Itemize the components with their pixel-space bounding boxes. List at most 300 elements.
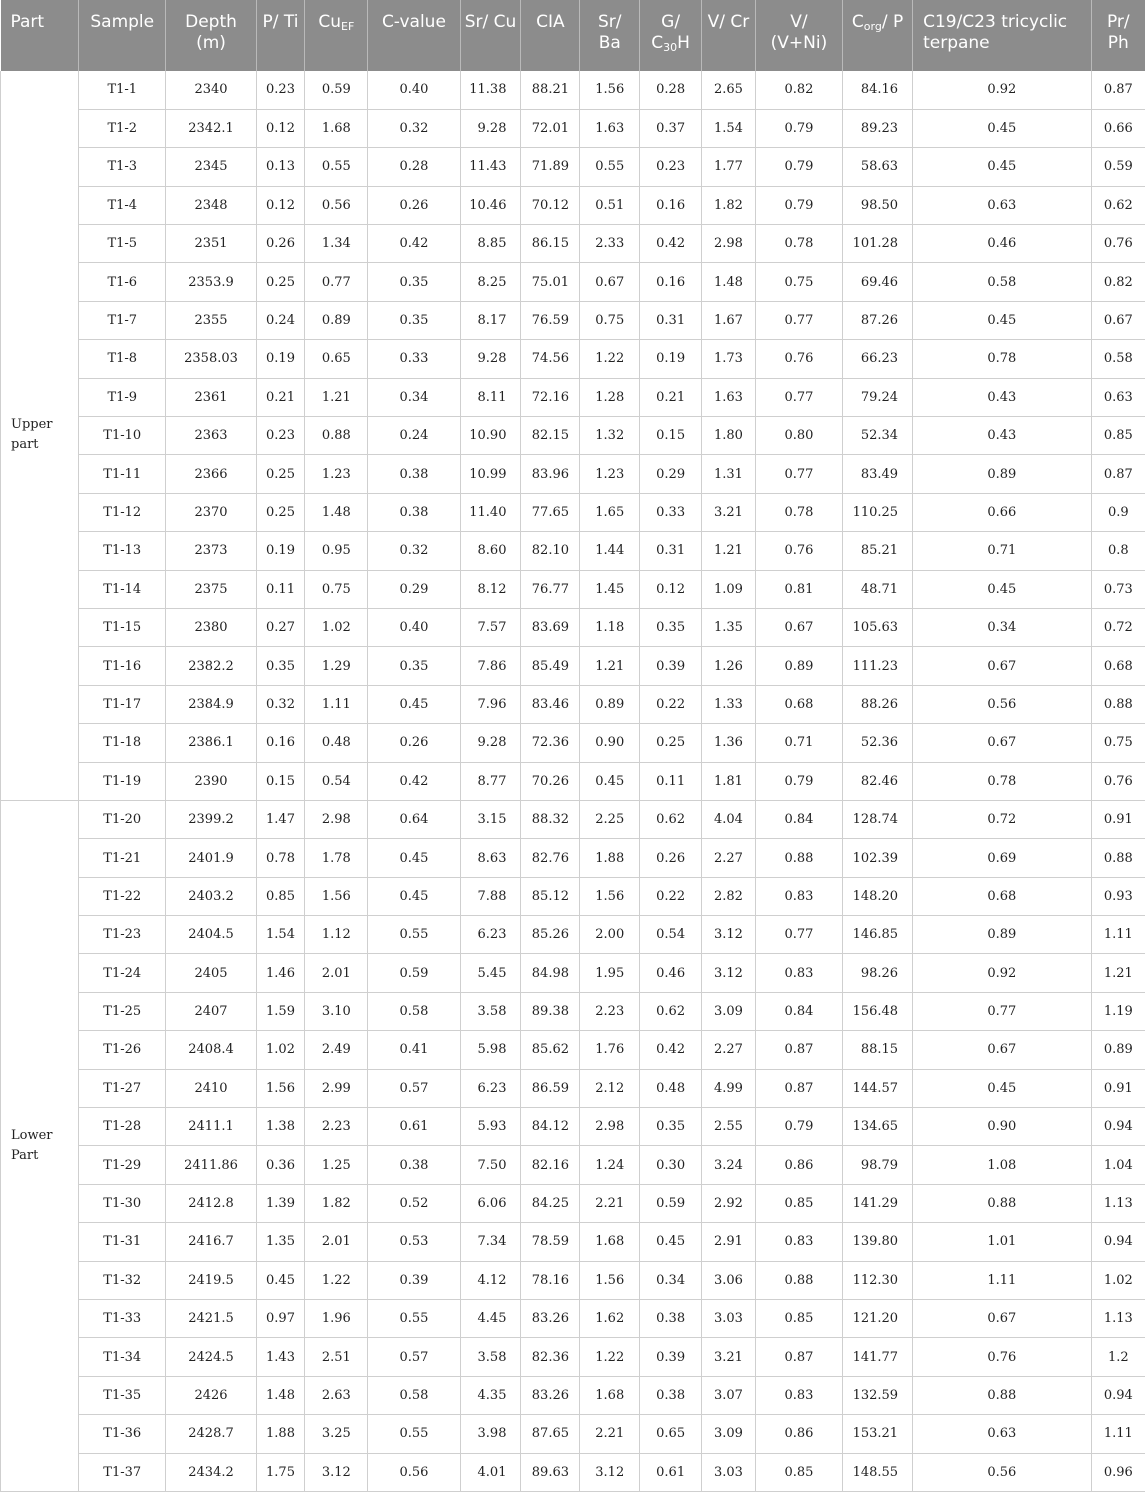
cell-pr-ph: 0.59 (1091, 148, 1145, 186)
cell-pr-ph: 0.72 (1091, 608, 1145, 646)
cell-depth: 2366 (166, 455, 256, 493)
cell-c-value: 0.32 (368, 109, 460, 147)
cell-v-cr: 1.80 (702, 417, 756, 455)
cell-sample: T1-8 (79, 340, 166, 378)
cell-pr-ph: 0.94 (1091, 1223, 1145, 1261)
cell-sr-cu: 3.58 (460, 992, 521, 1030)
cell-sample: T1-29 (79, 1146, 166, 1184)
cell-c-value: 0.34 (368, 378, 460, 416)
cell-g-c30h: 0.29 (640, 455, 702, 493)
cell-pr-ph: 0.96 (1091, 1453, 1145, 1491)
cell-c-value: 0.55 (368, 916, 460, 954)
cell-sr-cu: 3.98 (460, 1415, 521, 1453)
cell-corg-p: 102.39 (843, 839, 913, 877)
cell-cia: 70.26 (521, 762, 580, 800)
cell-terpane: 0.45 (913, 109, 1092, 147)
cell-cia: 82.36 (521, 1338, 580, 1376)
cell-cia: 70.12 (521, 186, 580, 224)
cell-pr-ph: 0.63 (1091, 378, 1145, 416)
cell-depth: 2399.2 (166, 800, 256, 838)
cell-c-value: 0.45 (368, 877, 460, 915)
cell-depth: 2355 (166, 301, 256, 339)
cell-terpane: 0.88 (913, 1376, 1092, 1414)
cell-terpane: 0.45 (913, 570, 1092, 608)
cell-c-value: 0.57 (368, 1069, 460, 1107)
cell-sample: T1-15 (79, 608, 166, 646)
cell-depth: 2434.2 (166, 1453, 256, 1491)
cell-cu-ef: 1.25 (305, 1146, 368, 1184)
cell-depth: 2428.7 (166, 1415, 256, 1453)
cell-sr-cu: 8.60 (460, 532, 521, 570)
cell-sample: T1-13 (79, 532, 166, 570)
corg-p-base: C (851, 12, 864, 32)
cell-g-c30h: 0.39 (640, 647, 702, 685)
table-row (1, 263, 1145, 301)
cell-sr-ba: 1.45 (580, 570, 640, 608)
cell-depth: 2340 (166, 71, 256, 109)
cell-sr-ba: 1.63 (580, 109, 640, 147)
cell-corg-p: 85.21 (843, 532, 913, 570)
cell-sample: T1-23 (79, 916, 166, 954)
cell-sr-ba: 2.21 (580, 1415, 640, 1453)
cell-terpane: 0.89 (913, 916, 1092, 954)
cell-v-cr: 2.82 (702, 877, 756, 915)
cell-cia: 71.89 (521, 148, 580, 186)
cell-g-c30h: 0.42 (640, 225, 702, 263)
cell-sample: T1-25 (79, 992, 166, 1030)
cell-sample: T1-28 (79, 1108, 166, 1146)
header-row (1, 0, 1145, 71)
cell-sample: T1-22 (79, 877, 166, 915)
cell-corg-p: 88.15 (843, 1031, 913, 1069)
cell-terpane: 0.69 (913, 839, 1092, 877)
cell-sr-ba: 1.18 (580, 608, 640, 646)
cell-depth: 2408.4 (166, 1031, 256, 1069)
cell-corg-p: 52.34 (843, 417, 913, 455)
cell-sr-cu: 7.34 (460, 1223, 521, 1261)
cell-sample: T1-9 (79, 378, 166, 416)
table-row (1, 1261, 1145, 1299)
cell-cu-ef: 1.02 (305, 608, 368, 646)
part-label: Upper part (1, 71, 79, 800)
cell-v-cr: 3.21 (702, 493, 756, 531)
cell-cu-ef: 2.63 (305, 1376, 368, 1414)
cell-terpane: 0.67 (913, 1031, 1092, 1069)
col-header-sr-ba: Sr/ Ba (580, 0, 640, 71)
cell-g-c30h: 0.37 (640, 109, 702, 147)
table-row (1, 1223, 1145, 1261)
cell-cia: 74.56 (521, 340, 580, 378)
cell-terpane: 0.89 (913, 455, 1092, 493)
cell-v-cr: 2.65 (702, 71, 756, 109)
cell-v-vni: 0.71 (755, 724, 842, 762)
cell-v-vni: 0.79 (755, 186, 842, 224)
cell-g-c30h: 0.45 (640, 1223, 702, 1261)
cell-sample: T1-11 (79, 455, 166, 493)
cell-g-c30h: 0.35 (640, 608, 702, 646)
cell-sr-cu: 9.28 (460, 109, 521, 147)
col-header-v-vni: V/ (V+Ni) (755, 0, 842, 71)
cell-sr-cu: 6.06 (460, 1184, 521, 1222)
cell-p-ti: 1.48 (256, 1376, 305, 1414)
g-c30h-base: G/ C (651, 12, 681, 53)
cell-sr-ba: 1.24 (580, 1146, 640, 1184)
table-row (1, 1184, 1145, 1222)
cell-sr-cu: 7.88 (460, 877, 521, 915)
cell-sr-cu: 7.86 (460, 647, 521, 685)
table-row (1, 1415, 1145, 1453)
cell-v-cr: 1.48 (702, 263, 756, 301)
cell-v-cr: 1.09 (702, 570, 756, 608)
cell-sample: T1-6 (79, 263, 166, 301)
cell-corg-p: 121.20 (843, 1300, 913, 1338)
cell-sr-cu: 9.28 (460, 724, 521, 762)
cell-v-vni: 0.78 (755, 493, 842, 531)
cell-cia: 84.98 (521, 954, 580, 992)
cell-corg-p: 128.74 (843, 800, 913, 838)
cell-sr-cu: 5.93 (460, 1108, 521, 1146)
cell-sr-cu: 9.28 (460, 340, 521, 378)
cell-pr-ph: 0.89 (1091, 1031, 1145, 1069)
cell-sr-cu: 10.99 (460, 455, 521, 493)
cell-pr-ph: 0.91 (1091, 1069, 1145, 1107)
cell-terpane: 0.67 (913, 647, 1092, 685)
cell-sr-ba: 1.28 (580, 378, 640, 416)
cell-terpane: 0.78 (913, 762, 1092, 800)
cell-c-value: 0.55 (368, 1415, 460, 1453)
cell-depth: 2386.1 (166, 724, 256, 762)
cell-cu-ef: 0.48 (305, 724, 368, 762)
table-row (1, 455, 1145, 493)
cell-g-c30h: 0.30 (640, 1146, 702, 1184)
cell-depth: 2411.1 (166, 1108, 256, 1146)
cell-corg-p: 134.65 (843, 1108, 913, 1146)
cell-g-c30h: 0.21 (640, 378, 702, 416)
cell-v-cr: 2.55 (702, 1108, 756, 1146)
table-row (1, 1031, 1145, 1069)
cell-cu-ef: 2.23 (305, 1108, 368, 1146)
cell-v-cr: 1.77 (702, 148, 756, 186)
cell-cu-ef: 1.23 (305, 455, 368, 493)
cell-pr-ph: 0.85 (1091, 417, 1145, 455)
cell-cu-ef: 1.11 (305, 685, 368, 723)
cell-v-vni: 0.87 (755, 1069, 842, 1107)
cell-cu-ef: 1.78 (305, 839, 368, 877)
cell-c-value: 0.35 (368, 301, 460, 339)
cell-cu-ef: 0.54 (305, 762, 368, 800)
cell-depth: 2405 (166, 954, 256, 992)
cell-v-vni: 0.77 (755, 301, 842, 339)
cell-pr-ph: 1.21 (1091, 954, 1145, 992)
table-row (1, 647, 1145, 685)
cell-pr-ph: 0.76 (1091, 762, 1145, 800)
cell-terpane: 0.43 (913, 378, 1092, 416)
cell-depth: 2342.1 (166, 109, 256, 147)
cell-cu-ef: 1.68 (305, 109, 368, 147)
cell-v-cr: 3.06 (702, 1261, 756, 1299)
cell-p-ti: 0.15 (256, 762, 305, 800)
cell-c-value: 0.38 (368, 493, 460, 531)
cell-c-value: 0.32 (368, 532, 460, 570)
cell-depth: 2351 (166, 225, 256, 263)
cell-sample: T1-21 (79, 839, 166, 877)
cell-cu-ef: 1.48 (305, 493, 368, 531)
cell-sr-cu: 8.17 (460, 301, 521, 339)
cell-cia: 83.46 (521, 685, 580, 723)
cell-c-value: 0.35 (368, 263, 460, 301)
cell-cia: 83.26 (521, 1376, 580, 1414)
cell-sample: T1-31 (79, 1223, 166, 1261)
cell-sr-ba: 0.90 (580, 724, 640, 762)
cell-sr-cu: 8.63 (460, 839, 521, 877)
cell-sr-cu: 7.50 (460, 1146, 521, 1184)
cell-p-ti: 0.25 (256, 263, 305, 301)
cell-sr-ba: 0.45 (580, 762, 640, 800)
cell-pr-ph: 0.88 (1091, 685, 1145, 723)
cell-g-c30h: 0.16 (640, 263, 702, 301)
table-row (1, 71, 1145, 109)
table-row (1, 225, 1145, 263)
cell-v-vni: 0.79 (755, 148, 842, 186)
cell-pr-ph: 0.73 (1091, 570, 1145, 608)
cell-sample: T1-20 (79, 800, 166, 838)
cell-cu-ef: 1.34 (305, 225, 368, 263)
cell-v-cr: 1.36 (702, 724, 756, 762)
cell-terpane: 0.66 (913, 493, 1092, 531)
cell-p-ti: 0.97 (256, 1300, 305, 1338)
col-header-corg-p (843, 0, 913, 71)
table-row (1, 532, 1145, 570)
cell-sr-ba: 1.23 (580, 455, 640, 493)
cell-corg-p: 141.29 (843, 1184, 913, 1222)
corg-p-tail: / P (881, 12, 904, 32)
cell-p-ti: 1.47 (256, 800, 305, 838)
cell-depth: 2421.5 (166, 1300, 256, 1338)
cell-sr-cu: 7.57 (460, 608, 521, 646)
cell-c-value: 0.57 (368, 1338, 460, 1376)
cell-v-cr: 1.21 (702, 532, 756, 570)
cell-terpane: 0.34 (913, 608, 1092, 646)
cell-sample: T1-27 (79, 1069, 166, 1107)
corg-p-sub: org (863, 20, 882, 33)
cell-v-cr: 2.27 (702, 839, 756, 877)
cell-pr-ph: 0.93 (1091, 877, 1145, 915)
cell-depth: 2358.03 (166, 340, 256, 378)
cell-p-ti: 1.39 (256, 1184, 305, 1222)
cell-corg-p: 89.23 (843, 109, 913, 147)
cell-v-cr: 2.91 (702, 1223, 756, 1261)
cell-pr-ph: 1.19 (1091, 992, 1145, 1030)
cell-v-vni: 0.67 (755, 608, 842, 646)
cell-sr-ba: 1.65 (580, 493, 640, 531)
cell-terpane: 0.67 (913, 724, 1092, 762)
cell-sr-ba: 1.68 (580, 1223, 640, 1261)
cell-cu-ef: 2.98 (305, 800, 368, 838)
table-row (1, 800, 1145, 838)
cell-cia: 83.69 (521, 608, 580, 646)
cell-v-vni: 0.77 (755, 378, 842, 416)
cell-v-vni: 0.78 (755, 225, 842, 263)
cell-terpane: 0.92 (913, 71, 1092, 109)
cell-terpane: 1.11 (913, 1261, 1092, 1299)
cell-terpane: 0.63 (913, 1415, 1092, 1453)
cell-v-vni: 0.86 (755, 1415, 842, 1453)
cell-g-c30h: 0.42 (640, 1031, 702, 1069)
cell-sample: T1-4 (79, 186, 166, 224)
cell-v-cr: 3.03 (702, 1300, 756, 1338)
cell-sr-ba: 2.00 (580, 916, 640, 954)
cell-v-cr: 4.04 (702, 800, 756, 838)
cell-depth: 2407 (166, 992, 256, 1030)
cell-p-ti: 0.85 (256, 877, 305, 915)
cell-cu-ef: 3.10 (305, 992, 368, 1030)
cell-pr-ph: 1.13 (1091, 1300, 1145, 1338)
cell-corg-p: 144.57 (843, 1069, 913, 1107)
cell-g-c30h: 0.46 (640, 954, 702, 992)
cell-g-c30h: 0.54 (640, 916, 702, 954)
cell-sr-ba: 1.32 (580, 417, 640, 455)
cell-depth: 2416.7 (166, 1223, 256, 1261)
cell-p-ti: 1.35 (256, 1223, 305, 1261)
cell-sr-cu: 8.11 (460, 378, 521, 416)
table-row (1, 724, 1145, 762)
cell-terpane: 0.92 (913, 954, 1092, 992)
cell-sr-cu: 6.23 (460, 1069, 521, 1107)
cell-v-vni: 0.84 (755, 800, 842, 838)
cell-pr-ph: 0.62 (1091, 186, 1145, 224)
table-row (1, 839, 1145, 877)
cell-corg-p: 98.79 (843, 1146, 913, 1184)
cell-pr-ph: 0.8 (1091, 532, 1145, 570)
cell-sample: T1-24 (79, 954, 166, 992)
cell-v-vni: 0.76 (755, 532, 842, 570)
cell-cia: 88.21 (521, 71, 580, 109)
cell-c-value: 0.58 (368, 992, 460, 1030)
cell-c-value: 0.59 (368, 954, 460, 992)
cu-ef-sub: EF (341, 20, 355, 33)
cell-cu-ef: 1.21 (305, 378, 368, 416)
cell-p-ti: 0.35 (256, 647, 305, 685)
cell-pr-ph: 0.66 (1091, 109, 1145, 147)
cell-g-c30h: 0.35 (640, 1108, 702, 1146)
cell-p-ti: 1.43 (256, 1338, 305, 1376)
cell-corg-p: 105.63 (843, 608, 913, 646)
cell-cia: 76.77 (521, 570, 580, 608)
cell-g-c30h: 0.23 (640, 148, 702, 186)
cell-pr-ph: 1.11 (1091, 1415, 1145, 1453)
cell-sample: T1-19 (79, 762, 166, 800)
cell-p-ti: 0.16 (256, 724, 305, 762)
cell-corg-p: 153.21 (843, 1415, 913, 1453)
cell-pr-ph: 1.04 (1091, 1146, 1145, 1184)
table-row (1, 762, 1145, 800)
cell-pr-ph: 0.75 (1091, 724, 1145, 762)
cell-terpane: 0.68 (913, 877, 1092, 915)
cell-cu-ef: 1.22 (305, 1261, 368, 1299)
cell-terpane: 0.45 (913, 148, 1092, 186)
cell-sr-ba: 1.76 (580, 1031, 640, 1069)
cell-corg-p: 48.71 (843, 570, 913, 608)
cell-cia: 89.38 (521, 992, 580, 1030)
cell-p-ti: 0.32 (256, 685, 305, 723)
cell-terpane: 1.01 (913, 1223, 1092, 1261)
cell-cu-ef: 2.49 (305, 1031, 368, 1069)
cell-terpane: 0.71 (913, 532, 1092, 570)
cell-sr-cu: 11.38 (460, 71, 521, 109)
cell-v-cr: 2.98 (702, 225, 756, 263)
cell-g-c30h: 0.25 (640, 724, 702, 762)
cell-v-vni: 0.85 (755, 1300, 842, 1338)
cell-corg-p: 110.25 (843, 493, 913, 531)
cell-v-cr: 3.09 (702, 1415, 756, 1453)
table-row (1, 916, 1145, 954)
cell-sr-ba: 1.44 (580, 532, 640, 570)
cell-g-c30h: 0.22 (640, 685, 702, 723)
cell-sr-cu: 4.35 (460, 1376, 521, 1414)
cell-cia: 78.59 (521, 1223, 580, 1261)
table-row (1, 148, 1145, 186)
cell-v-cr: 3.12 (702, 954, 756, 992)
cell-depth: 2363 (166, 417, 256, 455)
cell-g-c30h: 0.31 (640, 301, 702, 339)
cell-v-cr: 1.54 (702, 109, 756, 147)
cell-sr-ba: 1.22 (580, 1338, 640, 1376)
cell-c-value: 0.45 (368, 839, 460, 877)
cell-sr-cu: 11.43 (460, 148, 521, 186)
cell-c-value: 0.55 (368, 1300, 460, 1338)
cell-v-vni: 0.87 (755, 1031, 842, 1069)
cell-c-value: 0.38 (368, 455, 460, 493)
cell-cia: 76.59 (521, 301, 580, 339)
col-header-c-value: C-value (368, 0, 460, 71)
cell-v-cr: 1.35 (702, 608, 756, 646)
cell-p-ti: 0.24 (256, 301, 305, 339)
cell-corg-p: 83.49 (843, 455, 913, 493)
cell-pr-ph: 0.94 (1091, 1376, 1145, 1414)
cell-sr-cu: 11.40 (460, 493, 521, 531)
cell-v-vni: 0.80 (755, 417, 842, 455)
cell-cu-ef: 0.55 (305, 148, 368, 186)
cell-p-ti: 0.25 (256, 455, 305, 493)
cell-cia: 85.12 (521, 877, 580, 915)
cell-v-cr: 3.09 (702, 992, 756, 1030)
cell-corg-p: 132.59 (843, 1376, 913, 1414)
cell-v-vni: 0.81 (755, 570, 842, 608)
cell-p-ti: 0.25 (256, 493, 305, 531)
cell-c-value: 0.40 (368, 608, 460, 646)
cell-cu-ef: 3.25 (305, 1415, 368, 1453)
cell-pr-ph: 0.68 (1091, 647, 1145, 685)
cell-g-c30h: 0.61 (640, 1453, 702, 1491)
cell-v-cr: 1.63 (702, 378, 756, 416)
cell-sample: T1-5 (79, 225, 166, 263)
cell-p-ti: 0.12 (256, 186, 305, 224)
table-row (1, 1453, 1145, 1491)
cell-v-cr: 1.81 (702, 762, 756, 800)
cell-sr-cu: 8.85 (460, 225, 521, 263)
cell-sr-ba: 0.89 (580, 685, 640, 723)
cell-cia: 75.01 (521, 263, 580, 301)
cell-corg-p: 87.26 (843, 301, 913, 339)
cell-sr-cu: 3.15 (460, 800, 521, 838)
cell-p-ti: 0.12 (256, 109, 305, 147)
cell-corg-p: 84.16 (843, 71, 913, 109)
cell-corg-p: 111.23 (843, 647, 913, 685)
col-header-terpane: C19/C23 tricyclic terpane (913, 0, 1092, 71)
cell-sr-ba: 1.56 (580, 1261, 640, 1299)
cell-p-ti: 1.56 (256, 1069, 305, 1107)
cell-v-cr: 1.82 (702, 186, 756, 224)
